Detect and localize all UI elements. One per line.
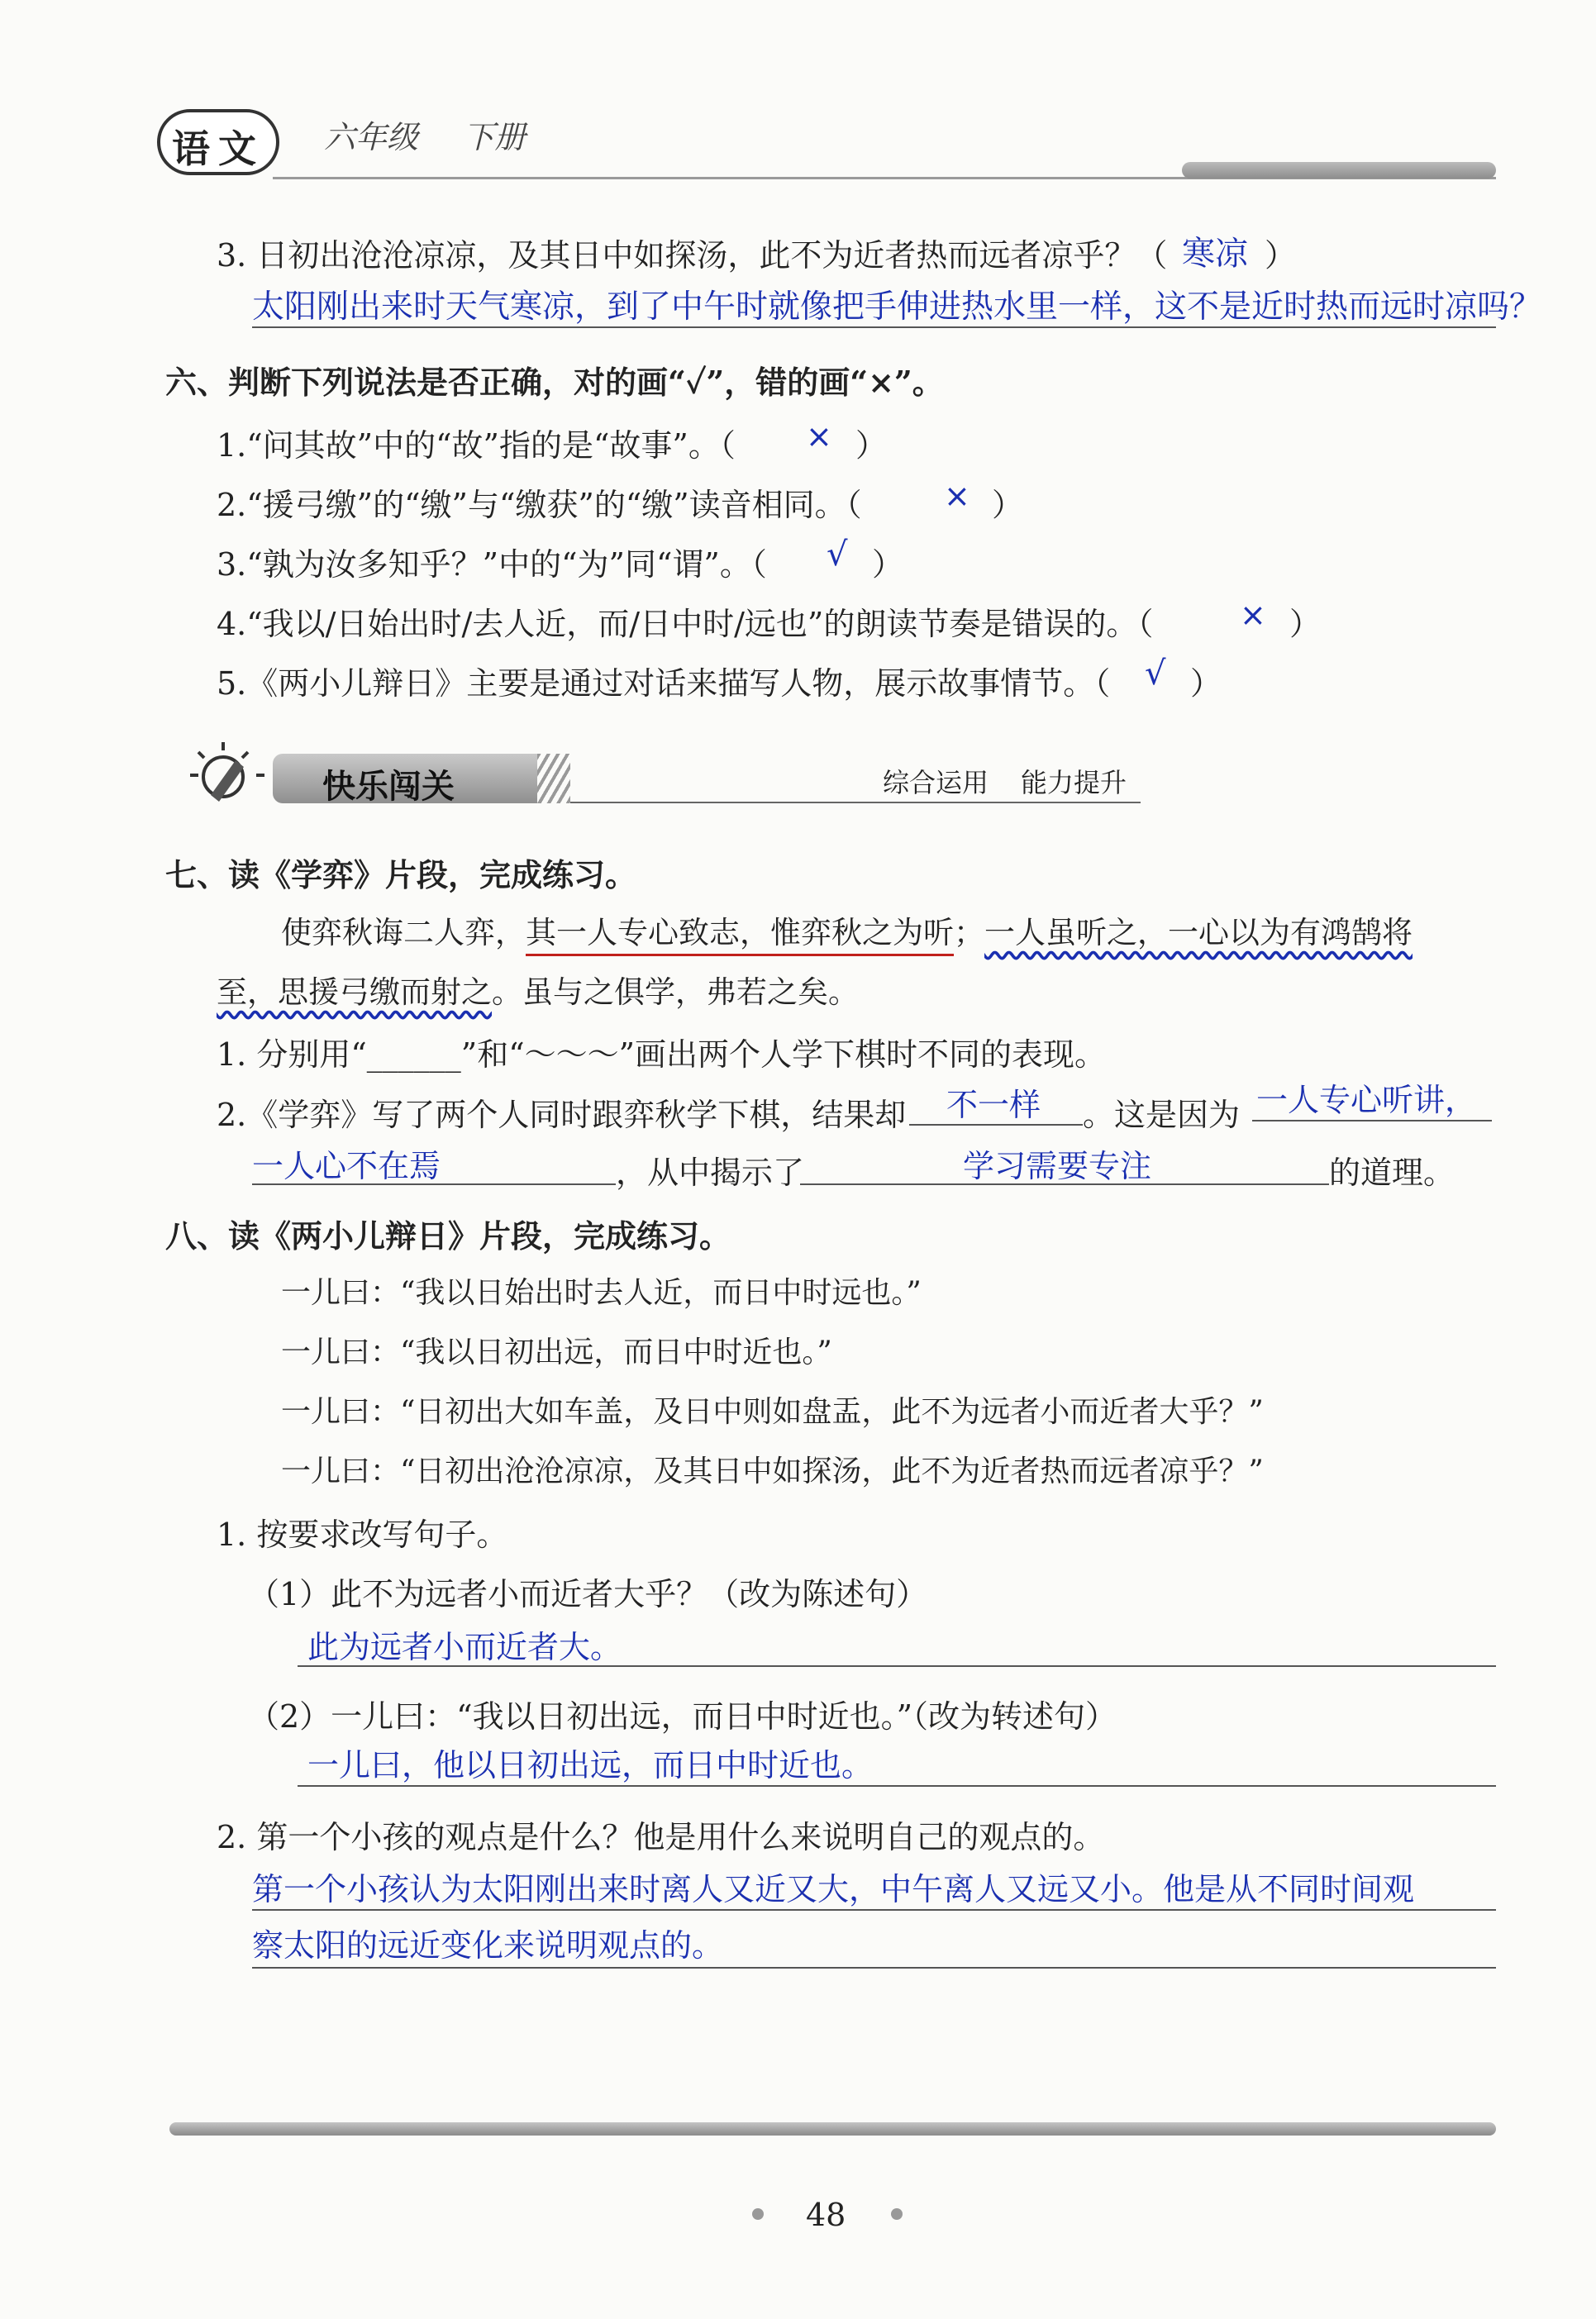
footer-dot-left [752, 2208, 764, 2220]
s7-q2-d: 的道理。 [1329, 1155, 1455, 1191]
answer-rule [298, 1785, 1496, 1787]
s8-q1-2-answer: 一儿曰，他以日初出远，而日中时近也。 [307, 1747, 874, 1783]
banner-tag-2: 能力提升 [1021, 767, 1127, 798]
s6-item-4-close: ） [1289, 606, 1322, 642]
s7-q2-answer-3: 一人心不在焉 [252, 1148, 441, 1184]
s8-q1-1: （1）此不为远者小而近者大乎？（改为陈述句） [248, 1576, 928, 1612]
s7-passage-line1 [281, 907, 1413, 952]
s8-passage-3: 一儿曰：“日初出大如车盖，及日中则如盘盂，此不为远者小而近者大乎？” [281, 1395, 1264, 1429]
s8-q1-2: （2）一儿曰：“我以日初出远，而日中时近也。”（改为转述句） [248, 1698, 1117, 1735]
s7-focused-student: 其一人专心致志，惟弈秋之为听 [526, 915, 954, 956]
page-number: 48 [806, 2197, 846, 2233]
s8-q2: 2. 第一个小孩的观点是什么？他是用什么来说明自己的观点的。 [217, 1819, 1105, 1855]
s6-item-4-answer: × [1240, 597, 1266, 633]
s8-passage-2: 一儿曰：“我以日初出远，而日中时近也。” [281, 1336, 832, 1369]
q5-3-answer-line: 太阳刚出来时天气寒凉，到了中午时就像把手伸进热水里一样，这不是近时热而远时凉吗？ [252, 288, 1542, 326]
s6-item-2-text: 2.“援弓缴”的“缴”与“缴获”的“缴”读音相同。（ [217, 487, 862, 523]
footer-dot-right [891, 2208, 903, 2220]
s7-q2-answer-2: 一人专心听讲， [1256, 1082, 1477, 1118]
s6-item-1-text: 1.“问其故”中的“故”指的是“故事”。（ [217, 427, 736, 464]
s7-passage-l1-c: ； [954, 915, 984, 950]
subject-logo [157, 109, 279, 175]
s6-item-2-answer: × [944, 478, 970, 514]
s6-item-5-answer: √ [1145, 655, 1166, 693]
s7-q2-answer-1: 不一样 [946, 1087, 1041, 1123]
answer-rule [252, 1967, 1496, 1969]
section6-title: 六、判断下列说法是否正确，对的画“✓”，错的画“×”。 [165, 364, 944, 401]
s6-item-4-text: 4.“我以/日始出时/去人近，而/日中时/远也”的朗读节奏是错误的。（ [217, 606, 1154, 642]
volume-label: 下册 [463, 119, 526, 155]
s8-q1-1-answer: 此为远者小而近者大。 [307, 1629, 622, 1665]
s7-q2-a: 2.《学弈》写了两个人同时跟弈秋学下棋，结果却 [217, 1097, 907, 1133]
q5-3-answer: 寒凉 [1182, 235, 1248, 273]
answer-rule [909, 1124, 1083, 1126]
answer-rule [252, 1909, 1496, 1911]
header-bar [1182, 162, 1496, 179]
s7-q2-answer-4: 学习需要专注 [963, 1148, 1152, 1184]
banner-title: 快乐闯关 [322, 768, 455, 806]
s7-q2-b: 。这是因为 [1083, 1097, 1241, 1133]
s7-q2-c: ，从中揭示了 [616, 1155, 805, 1191]
answer-rule [252, 1183, 616, 1185]
s7-passage-line2 [217, 967, 859, 1012]
banner-rule [570, 802, 1141, 803]
footer-bar [169, 2122, 1496, 2136]
answer-rule [252, 326, 1496, 328]
answer-rule [298, 1665, 1496, 1667]
section8-title: 八、读《两小儿辩日》片段，完成练习。 [165, 1217, 731, 1255]
s7-passage-l1-a: 使弈秋诲二人弈， [281, 915, 526, 950]
logo-char-1: 语 [172, 126, 210, 171]
logo-char-2: 文 [218, 126, 256, 171]
s8-q2-answer-2: 察太阳的远近变化来说明观点的。 [252, 1927, 724, 1964]
s7-passage-l2-b: 。虽与之俱学，弗若之矣。 [492, 974, 859, 1010]
s7-distracted-student-1: 一人虽听之，一心以为有鸿鹄将 [984, 915, 1413, 950]
s8-q1: 1. 按要求改写句子。 [217, 1517, 508, 1553]
lightbulb-pencil-icon [186, 736, 269, 810]
q5-3-text: 3. 日初出沧沧凉凉，及其日中如探汤，此不为近者热而远者凉乎？（ [217, 237, 1168, 274]
s6-item-3-text: 3.“孰为汝多知乎？”中的“为”同“谓”。（ [217, 546, 767, 583]
answer-rule [1252, 1120, 1492, 1121]
answer-rule [800, 1183, 1329, 1185]
section7-title: 七、读《学弈》片段，完成练习。 [165, 856, 637, 893]
s8-q2-answer-1: 第一个小孩认为太阳刚出来时离人又近又大，中午离人又远又小。他是从不同时间观 [252, 1871, 1415, 1907]
s8-passage-4: 一儿曰：“日初出沧沧凉凉，及其日中如探汤，此不为近者热而远者凉乎？” [281, 1455, 1264, 1488]
s8-passage-1: 一儿曰：“我以日始出时去人近，而日中时远也。” [281, 1276, 922, 1310]
s6-item-3-answer: √ [827, 536, 848, 574]
s7-q1: 1. 分别用“______”和“～～～”画出两个人学下棋时不同的表现。 [217, 1036, 1107, 1073]
s6-item-1-answer: × [806, 418, 832, 455]
banner-tag-1: 综合运用 [883, 767, 989, 798]
banner-stripes [537, 754, 570, 803]
q5-3-close: ） [1265, 237, 1297, 274]
s6-item-5-text: 5.《两小儿辩日》主要是通过对话来描写人物，展示故事情节。（ [217, 665, 1111, 702]
s6-item-2-close: ） [992, 487, 1024, 523]
grade-label: 六年级 [324, 119, 419, 155]
s6-item-1-close: ） [855, 427, 888, 464]
s7-distracted-student-2: 至，思援弓缴而射之 [217, 974, 492, 1010]
s6-item-3-close: ） [872, 546, 904, 583]
s6-item-5-close: ） [1190, 665, 1222, 702]
